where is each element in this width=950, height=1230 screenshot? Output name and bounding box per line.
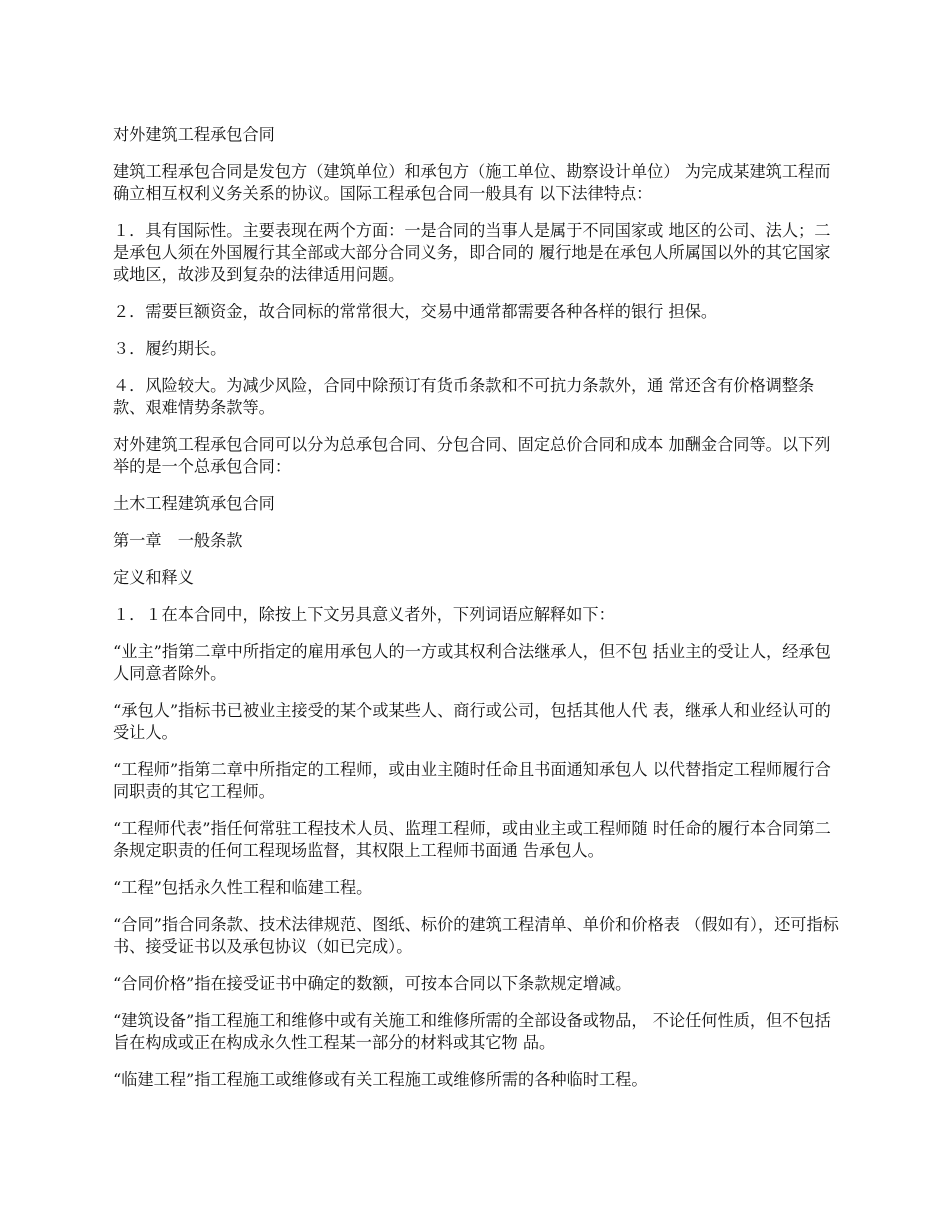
definition-contract: “合同”指合同条款、技术法律规范、图纸、标价的建筑工程清单、单价和价格表 （假如有），还可指标书、接受证书以及承包协议（如已完成）。 — [113, 915, 839, 956]
definition-owner: “业主”指第二章中所指定的雇用承包人的一方或其权利合法继承人，但不包 括业主的受让人，经承包人同意者除外。 — [113, 642, 831, 683]
definition-contractor: “承包人”指标书已被业主接受的某个或某些人、商行或公司，包括其他人代 表，继承人和业经认可的受让人。 — [113, 701, 831, 742]
paragraph-intro: 建筑工程承包合同是发包方（建筑单位）和承包方（施工单位、勘察设计单位） 为完成某建筑工程而确立相互权利义务关系的协议。国际工程承包合同一般具有 以下法律特点： — [113, 162, 831, 203]
paragraph-feature-4: ４．风险较大。为减少风险，合同中除预订有货币条款和不可抗力条款外，通 常还含有价格调整条款、艰难情势条款等。 — [113, 376, 815, 417]
definition-contract-price: “合同价格”指在接受证书中确定的数额，可按本合同以下条款规定增减。 — [113, 974, 632, 993]
contract-title: 土木工程建筑承包合同 — [113, 494, 275, 513]
clause-1-1: １．１在本合同中，除按上下文另具意义者外，下列词语应解释如下： — [113, 605, 615, 624]
definition-engineer-representative: “工程师代表”指任何常驻工程技术人员、监理工程师，或由业主或工程师随 时任命的履行本合同第二条规定职责的任何工程现场监督，其权限上工程师书面通 告承包人。 — [113, 819, 831, 860]
definition-construction-equipment: “建筑设备”指工程施工和维修中或有关施工和维修所需的全部设备或物品， 不论任何性质，但不包括旨在构成或正在构成永久性工程某一部分的材料或其它物 品。 — [113, 1011, 831, 1052]
section-heading: 定义和释义 — [113, 568, 194, 587]
paragraph-feature-2: ２．需要巨额资金，故合同标的常常很大，交易中通常都需要各种各样的银行 担保。 — [113, 302, 718, 321]
document-title: 对外建筑工程承包合同 — [113, 125, 275, 144]
paragraph-feature-1: １．具有国际性。主要表现在两个方面：一是合同的当事人是属于不同国家或 地区的公司、法人；二是承包人须在外国履行其全部或大部分合同义务，即合同的 履行地是在承包人所属国以外的其它国家或地区，故涉及到复杂的法律适用问题。 — [113, 221, 831, 284]
definition-temporary-works: “临建工程”指工程施工或维修或有关工程施工或维修所需的各种临时工程。 — [113, 1070, 648, 1089]
chapter-heading: 第一章 一般条款 — [113, 531, 243, 550]
definition-engineer: “工程师”指第二章中所指定的工程师，或由业主随时任命且书面通知承包人 以代替指定工程师履行合同职责的其它工程师。 — [113, 760, 831, 801]
paragraph-feature-3: ３．履约期长。 — [113, 339, 227, 358]
document-page — [113, 124, 843, 1106]
paragraph-contract-types: 对外建筑工程承包合同可以分为总承包合同、分包合同、固定总价合同和成本 加酬金合同等。以下列举的是一个总承包合同： — [113, 435, 831, 476]
definition-works: “工程”包括永久性工程和临建工程。 — [113, 878, 373, 897]
